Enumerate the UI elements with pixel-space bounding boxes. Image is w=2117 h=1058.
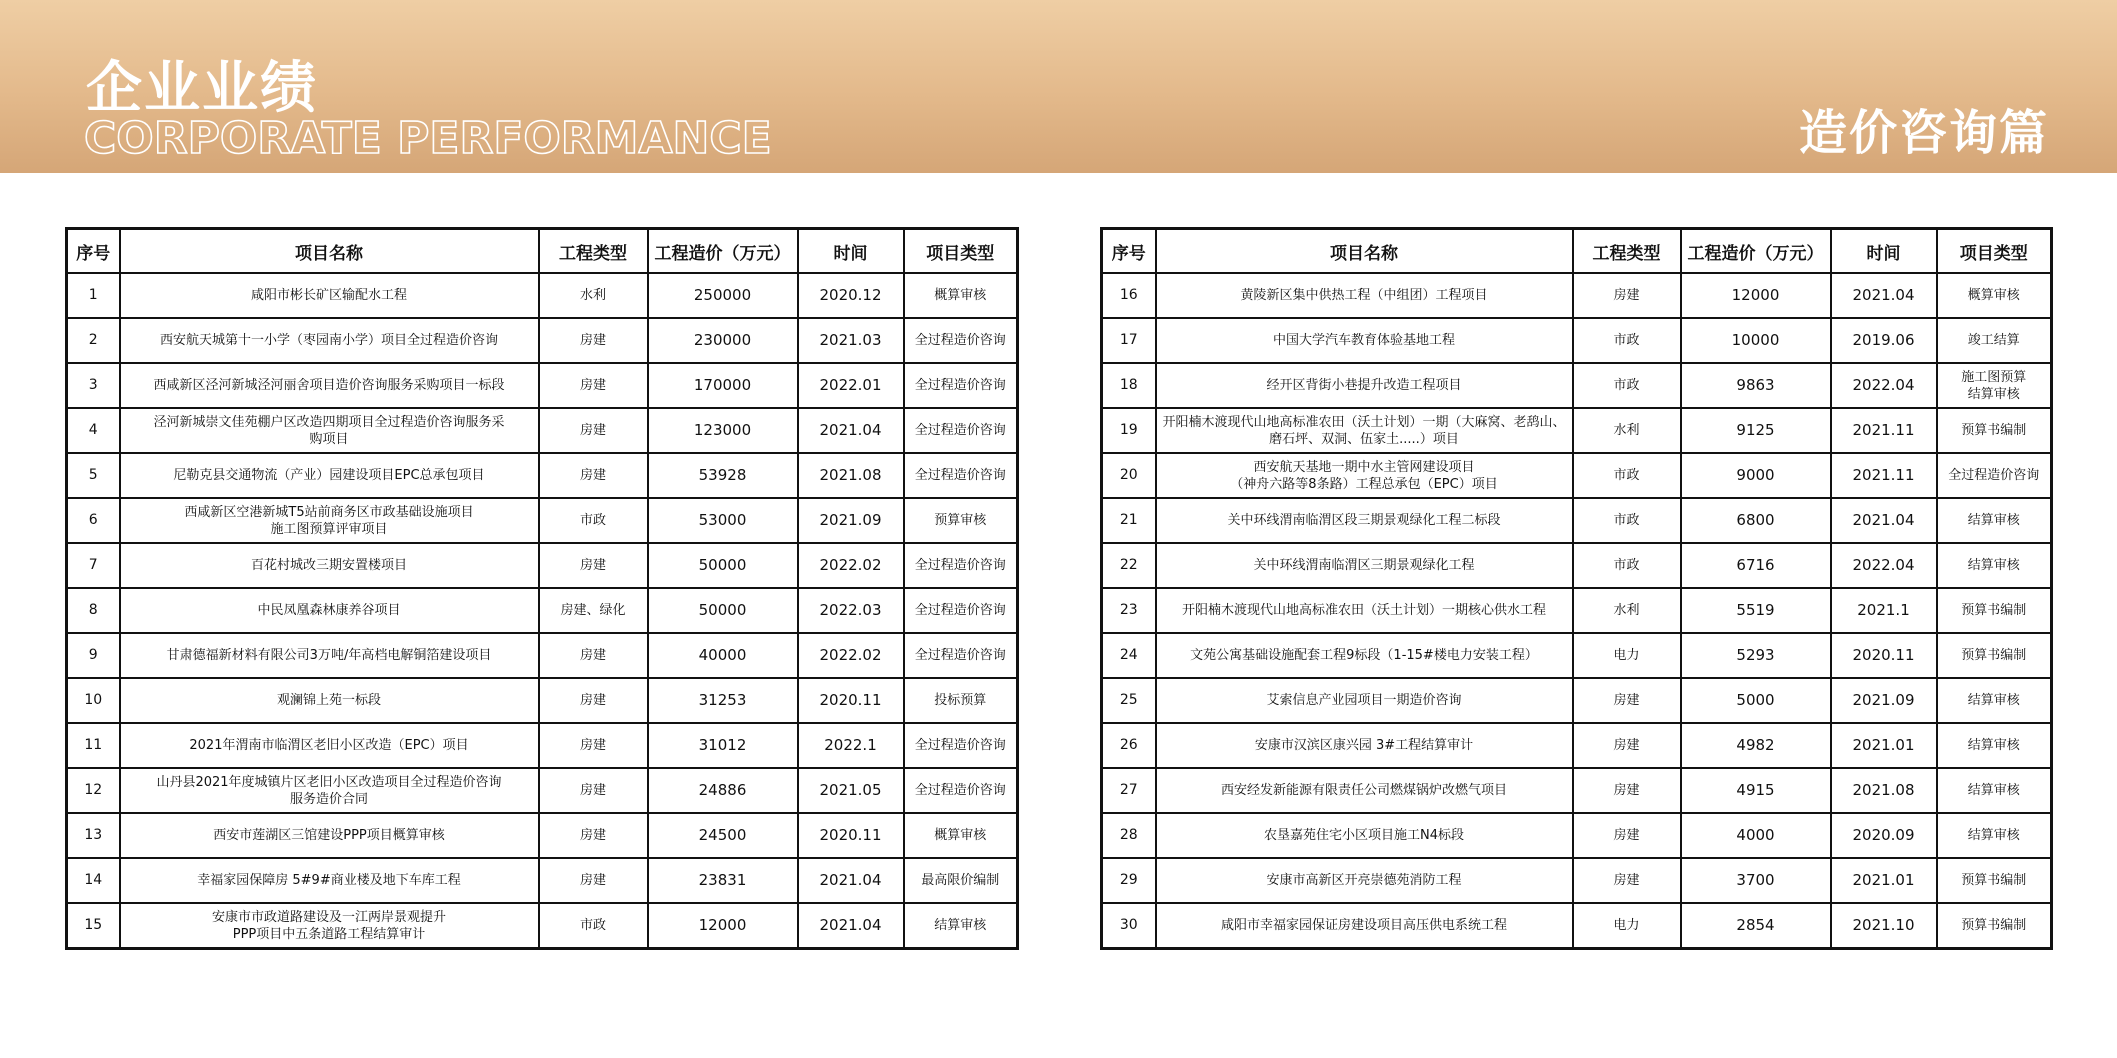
col-header-name: 项目名称 — [120, 229, 539, 274]
cell-no: 30 — [1102, 903, 1156, 949]
table-row — [67, 543, 1018, 588]
cell-no: 1 — [67, 273, 120, 318]
cell-no: 11 — [67, 723, 120, 768]
cell-cost: 50000 — [648, 588, 798, 633]
cell-project-type: 全过程造价咨询 — [904, 633, 1018, 678]
table-header-row — [1102, 229, 2052, 274]
cell-project-name: 观澜锦上苑一标段 — [120, 678, 539, 723]
cell-project-name: 开阳楠木渡现代山地高标准农田（沃土计划）一期核心供水工程 — [1156, 588, 1573, 633]
cell-time: 2021.01 — [1831, 858, 1937, 903]
table-row — [67, 768, 1018, 813]
cell-project-name: 黄陵新区集中供热工程（中组团）工程项目 — [1156, 273, 1573, 318]
cell-project-type: 投标预算 — [904, 678, 1018, 723]
cell-engineering-type: 市政 — [1573, 318, 1681, 363]
cell-engineering-type: 房建 — [1573, 273, 1681, 318]
cell-project-name: 西安经发新能源有限责任公司燃煤锅炉改燃气项目 — [1156, 768, 1573, 813]
cell-project-name: 百花村城改三期安置楼项目 — [120, 543, 539, 588]
table-row — [1102, 678, 2052, 723]
cell-project-type: 结算审核 — [1937, 498, 2052, 543]
cell-cost: 170000 — [648, 363, 798, 408]
cell-engineering-type: 房建 — [539, 858, 648, 903]
col-header-type: 工程类型 — [539, 229, 648, 274]
cell-no: 4 — [67, 408, 120, 453]
table-row — [1102, 453, 2052, 498]
cell-time: 2021.09 — [1831, 678, 1937, 723]
cell-time: 2020.11 — [798, 813, 904, 858]
cell-time: 2021.11 — [1831, 408, 1937, 453]
cell-cost: 40000 — [648, 633, 798, 678]
cell-project-type: 结算审核 — [1937, 543, 2052, 588]
table-row — [1102, 633, 2052, 678]
cell-no: 16 — [1102, 273, 1156, 318]
col-header-type: 工程类型 — [1573, 229, 1681, 274]
cell-time: 2022.03 — [798, 588, 904, 633]
cell-engineering-type: 市政 — [539, 903, 648, 949]
cell-engineering-type: 房建 — [1573, 813, 1681, 858]
table-row — [1102, 498, 2052, 543]
cell-cost: 4000 — [1681, 813, 1831, 858]
cell-project-name: 西安航天基地一期中水主管网建设项目 （神舟六路等8条路）工程总承包（EPC）项目 — [1156, 453, 1573, 498]
cell-engineering-type: 房建 — [539, 318, 648, 363]
cell-time: 2021.04 — [798, 858, 904, 903]
cell-no: 25 — [1102, 678, 1156, 723]
cell-engineering-type: 市政 — [1573, 498, 1681, 543]
cell-engineering-type: 房建 — [1573, 858, 1681, 903]
cell-project-type: 概算审核 — [1937, 273, 2052, 318]
cell-project-name: 甘肃德福新材料有限公司3万吨/年高档电解铜箔建设项目 — [120, 633, 539, 678]
cell-no: 7 — [67, 543, 120, 588]
col-header-ptype: 项目类型 — [1937, 229, 2052, 274]
table-row — [1102, 768, 2052, 813]
cell-time: 2021.08 — [1831, 768, 1937, 813]
cell-project-type: 预算审核 — [904, 498, 1018, 543]
cell-cost: 230000 — [648, 318, 798, 363]
cell-no: 21 — [1102, 498, 1156, 543]
table-row — [1102, 588, 2052, 633]
cell-time: 2021.05 — [798, 768, 904, 813]
cell-no: 10 — [67, 678, 120, 723]
cell-project-name: 安康市市政道路建设及一江两岸景观提升 PPP项目中五条道路工程结算审计 — [120, 903, 539, 949]
performance-table-left — [65, 227, 1019, 950]
table-row — [67, 363, 1018, 408]
cell-no: 17 — [1102, 318, 1156, 363]
cell-engineering-type: 房建 — [539, 813, 648, 858]
cell-project-name: 尼勒克县交通物流（产业）园建设项目EPC总承包项目 — [120, 453, 539, 498]
cell-no: 13 — [67, 813, 120, 858]
cell-project-type: 全过程造价咨询 — [904, 768, 1018, 813]
cell-cost: 31012 — [648, 723, 798, 768]
cell-time: 2021.1 — [1831, 588, 1937, 633]
cell-cost: 123000 — [648, 408, 798, 453]
cell-project-name: 西安航天城第十一小学（枣园南小学）项目全过程造价咨询 — [120, 318, 539, 363]
cell-project-name: 山丹县2021年度城镇片区老旧小区改造项目全过程造价咨询 服务造价合同 — [120, 768, 539, 813]
cell-project-type: 全过程造价咨询 — [904, 588, 1018, 633]
cell-engineering-type: 市政 — [1573, 453, 1681, 498]
cell-project-type: 全过程造价咨询 — [904, 453, 1018, 498]
cell-project-type: 预算书编制 — [1937, 588, 2052, 633]
cell-cost: 6716 — [1681, 543, 1831, 588]
cell-cost: 5000 — [1681, 678, 1831, 723]
cell-time: 2021.03 — [798, 318, 904, 363]
cell-time: 2022.01 — [798, 363, 904, 408]
cell-no: 12 — [67, 768, 120, 813]
page-subtitle: CORPORATE PERFORMANCE — [84, 113, 772, 164]
table-row — [67, 723, 1018, 768]
cell-no: 23 — [1102, 588, 1156, 633]
col-header-name: 项目名称 — [1156, 229, 1573, 274]
cell-cost: 50000 — [648, 543, 798, 588]
cell-no: 22 — [1102, 543, 1156, 588]
cell-project-type: 结算审核 — [1937, 813, 2052, 858]
cell-engineering-type: 水利 — [539, 273, 648, 318]
cell-project-type: 结算审核 — [1937, 768, 2052, 813]
cell-cost: 4915 — [1681, 768, 1831, 813]
col-header-no: 序号 — [1102, 229, 1156, 274]
cell-project-name: 关中环线渭南临渭区三期景观绿化工程 — [1156, 543, 1573, 588]
cell-cost: 23831 — [648, 858, 798, 903]
table-row — [1102, 903, 2052, 949]
table-row — [67, 858, 1018, 903]
col-header-no: 序号 — [67, 229, 120, 274]
cell-cost: 2854 — [1681, 903, 1831, 949]
cell-project-name: 西咸新区空港新城T5站前商务区市政基础设施项目 施工图预算评审项目 — [120, 498, 539, 543]
table-row — [1102, 318, 2052, 363]
cell-time: 2021.10 — [1831, 903, 1937, 949]
cell-engineering-type: 市政 — [539, 498, 648, 543]
cell-engineering-type: 房建 — [1573, 678, 1681, 723]
cell-engineering-type: 房建 — [539, 543, 648, 588]
cell-project-type: 全过程造价咨询 — [904, 723, 1018, 768]
cell-engineering-type: 市政 — [1573, 543, 1681, 588]
cell-engineering-type: 房建 — [539, 633, 648, 678]
cell-no: 18 — [1102, 363, 1156, 408]
cell-time: 2022.02 — [798, 543, 904, 588]
cell-project-name: 经开区背街小巷提升改造工程项目 — [1156, 363, 1573, 408]
cell-project-name: 咸阳市幸福家园保证房建设项目高压供电系统工程 — [1156, 903, 1573, 949]
cell-time: 2021.08 — [798, 453, 904, 498]
cell-project-type: 预算书编制 — [1937, 633, 2052, 678]
cell-cost: 12000 — [1681, 273, 1831, 318]
cell-cost: 5519 — [1681, 588, 1831, 633]
cell-time: 2021.09 — [798, 498, 904, 543]
cell-project-name: 西咸新区泾河新城泾河丽舍项目造价咨询服务采购项目一标段 — [120, 363, 539, 408]
cell-no: 24 — [1102, 633, 1156, 678]
table-row — [67, 408, 1018, 453]
col-header-price: 工程造价（万元） — [648, 229, 798, 274]
cell-cost: 10000 — [1681, 318, 1831, 363]
cell-project-type: 预算书编制 — [1937, 858, 2052, 903]
cell-project-type: 结算审核 — [1937, 723, 2052, 768]
cell-project-name: 泾河新城崇文佳苑棚户区改造四期项目全过程造价咨询服务采 购项目 — [120, 408, 539, 453]
cell-project-name: 艾索信息产业园项目一期造价咨询 — [1156, 678, 1573, 723]
col-header-time: 时间 — [1831, 229, 1937, 274]
cell-engineering-type: 房建 — [539, 678, 648, 723]
cell-no: 8 — [67, 588, 120, 633]
performance-table-right — [1100, 227, 2053, 950]
cell-time: 2022.04 — [1831, 363, 1937, 408]
cell-project-type: 预算书编制 — [1937, 408, 2052, 453]
cell-project-type: 结算审核 — [904, 903, 1018, 949]
cell-cost: 6800 — [1681, 498, 1831, 543]
cell-project-type: 概算审核 — [904, 273, 1018, 318]
col-header-ptype: 项目类型 — [904, 229, 1018, 274]
cell-project-name: 中民凤凰森林康养谷项目 — [120, 588, 539, 633]
cell-engineering-type: 市政 — [1573, 363, 1681, 408]
cell-project-name: 中国大学汽车教育体验基地工程 — [1156, 318, 1573, 363]
cell-time: 2021.04 — [798, 408, 904, 453]
cell-cost: 24500 — [648, 813, 798, 858]
cell-project-name: 农垦嘉苑住宅小区项目施工N4标段 — [1156, 813, 1573, 858]
cell-project-type: 最高限价编制 — [904, 858, 1018, 903]
cell-no: 6 — [67, 498, 120, 543]
cell-cost: 4982 — [1681, 723, 1831, 768]
cell-project-name: 2021年渭南市临渭区老旧小区改造（EPC）项目 — [120, 723, 539, 768]
cell-cost: 53000 — [648, 498, 798, 543]
cell-engineering-type: 房建 — [1573, 723, 1681, 768]
cell-project-name: 安康市汉滨区康兴园 3#工程结算审计 — [1156, 723, 1573, 768]
cell-time: 2022.02 — [798, 633, 904, 678]
section-title: 造价咨询篇 — [1798, 105, 2049, 161]
cell-project-type: 预算书编制 — [1937, 903, 2052, 949]
table-row — [1102, 723, 2052, 768]
cell-engineering-type: 房建 — [539, 363, 648, 408]
cell-engineering-type: 水利 — [1573, 588, 1681, 633]
table-row — [1102, 408, 2052, 453]
cell-no: 15 — [67, 903, 120, 949]
table-row — [67, 813, 1018, 858]
cell-cost: 9000 — [1681, 453, 1831, 498]
cell-no: 19 — [1102, 408, 1156, 453]
cell-engineering-type: 房建 — [539, 723, 648, 768]
cell-cost: 250000 — [648, 273, 798, 318]
cell-time: 2020.12 — [798, 273, 904, 318]
cell-project-type: 竣工结算 — [1937, 318, 2052, 363]
cell-no: 9 — [67, 633, 120, 678]
cell-no: 2 — [67, 318, 120, 363]
cell-cost: 24886 — [648, 768, 798, 813]
cell-cost: 9863 — [1681, 363, 1831, 408]
cell-project-type: 全过程造价咨询 — [1937, 453, 2052, 498]
cell-cost: 3700 — [1681, 858, 1831, 903]
cell-cost: 31253 — [648, 678, 798, 723]
cell-project-type: 全过程造价咨询 — [904, 363, 1018, 408]
cell-time: 2022.1 — [798, 723, 904, 768]
cell-no: 26 — [1102, 723, 1156, 768]
table-row — [1102, 543, 2052, 588]
cell-engineering-type: 房建 — [539, 768, 648, 813]
cell-cost: 5293 — [1681, 633, 1831, 678]
cell-engineering-type: 电力 — [1573, 903, 1681, 949]
cell-engineering-type: 房建、绿化 — [539, 588, 648, 633]
cell-time: 2020.11 — [798, 678, 904, 723]
cell-project-type: 全过程造价咨询 — [904, 408, 1018, 453]
cell-project-name: 安康市高新区开亮崇德苑消防工程 — [1156, 858, 1573, 903]
table-row — [67, 318, 1018, 363]
cell-time: 2022.04 — [1831, 543, 1937, 588]
table-row — [1102, 273, 2052, 318]
page-header — [0, 0, 2117, 173]
cell-no: 28 — [1102, 813, 1156, 858]
cell-no: 20 — [1102, 453, 1156, 498]
cell-time: 2021.04 — [798, 903, 904, 949]
table-row — [67, 678, 1018, 723]
cell-time: 2021.04 — [1831, 273, 1937, 318]
col-header-price: 工程造价（万元） — [1681, 229, 1831, 274]
cell-project-name: 幸福家园保障房 5#9#商业楼及地下车库工程 — [120, 858, 539, 903]
cell-project-name: 咸阳市彬长矿区输配水工程 — [120, 273, 539, 318]
table-row — [67, 633, 1018, 678]
cell-no: 29 — [1102, 858, 1156, 903]
table-row — [1102, 858, 2052, 903]
cell-engineering-type: 水利 — [1573, 408, 1681, 453]
cell-project-name: 西安市莲湖区三馆建设PPP项目概算审核 — [120, 813, 539, 858]
table-row — [67, 498, 1018, 543]
table-row — [67, 273, 1018, 318]
cell-cost: 12000 — [648, 903, 798, 949]
cell-engineering-type: 房建 — [539, 453, 648, 498]
cell-project-name: 文苑公寓基础设施配套工程9标段（1-15#楼电力安装工程） — [1156, 633, 1573, 678]
cell-time: 2020.11 — [1831, 633, 1937, 678]
cell-cost: 9125 — [1681, 408, 1831, 453]
cell-time: 2019.06 — [1831, 318, 1937, 363]
cell-time: 2020.09 — [1831, 813, 1937, 858]
cell-engineering-type: 电力 — [1573, 633, 1681, 678]
cell-no: 3 — [67, 363, 120, 408]
table-row — [1102, 363, 2052, 408]
cell-no: 5 — [67, 453, 120, 498]
table-row — [1102, 813, 2052, 858]
cell-project-type: 结算审核 — [1937, 678, 2052, 723]
cell-engineering-type: 房建 — [539, 408, 648, 453]
table-row — [67, 453, 1018, 498]
cell-engineering-type: 房建 — [1573, 768, 1681, 813]
table-row — [67, 903, 1018, 949]
col-header-time: 时间 — [798, 229, 904, 274]
cell-project-type: 概算审核 — [904, 813, 1018, 858]
cell-cost: 53928 — [648, 453, 798, 498]
cell-project-type: 全过程造价咨询 — [904, 543, 1018, 588]
table-row — [67, 588, 1018, 633]
cell-time: 2021.01 — [1831, 723, 1937, 768]
cell-no: 14 — [67, 858, 120, 903]
cell-time: 2021.04 — [1831, 498, 1937, 543]
page-title: 企业业绩 — [86, 56, 318, 121]
cell-project-type: 全过程造价咨询 — [904, 318, 1018, 363]
table-header-row — [67, 229, 1018, 274]
cell-time: 2021.11 — [1831, 453, 1937, 498]
cell-no: 27 — [1102, 768, 1156, 813]
cell-project-type: 施工图预算 结算审核 — [1937, 363, 2052, 408]
cell-project-name: 关中环线渭南临渭区段三期景观绿化工程二标段 — [1156, 498, 1573, 543]
cell-project-name: 开阳楠木渡现代山地高标准农田（沃土计划）一期（大麻窝、老鸹山、 磨石坪、双洞、伍家土.....）项目 — [1156, 408, 1573, 453]
